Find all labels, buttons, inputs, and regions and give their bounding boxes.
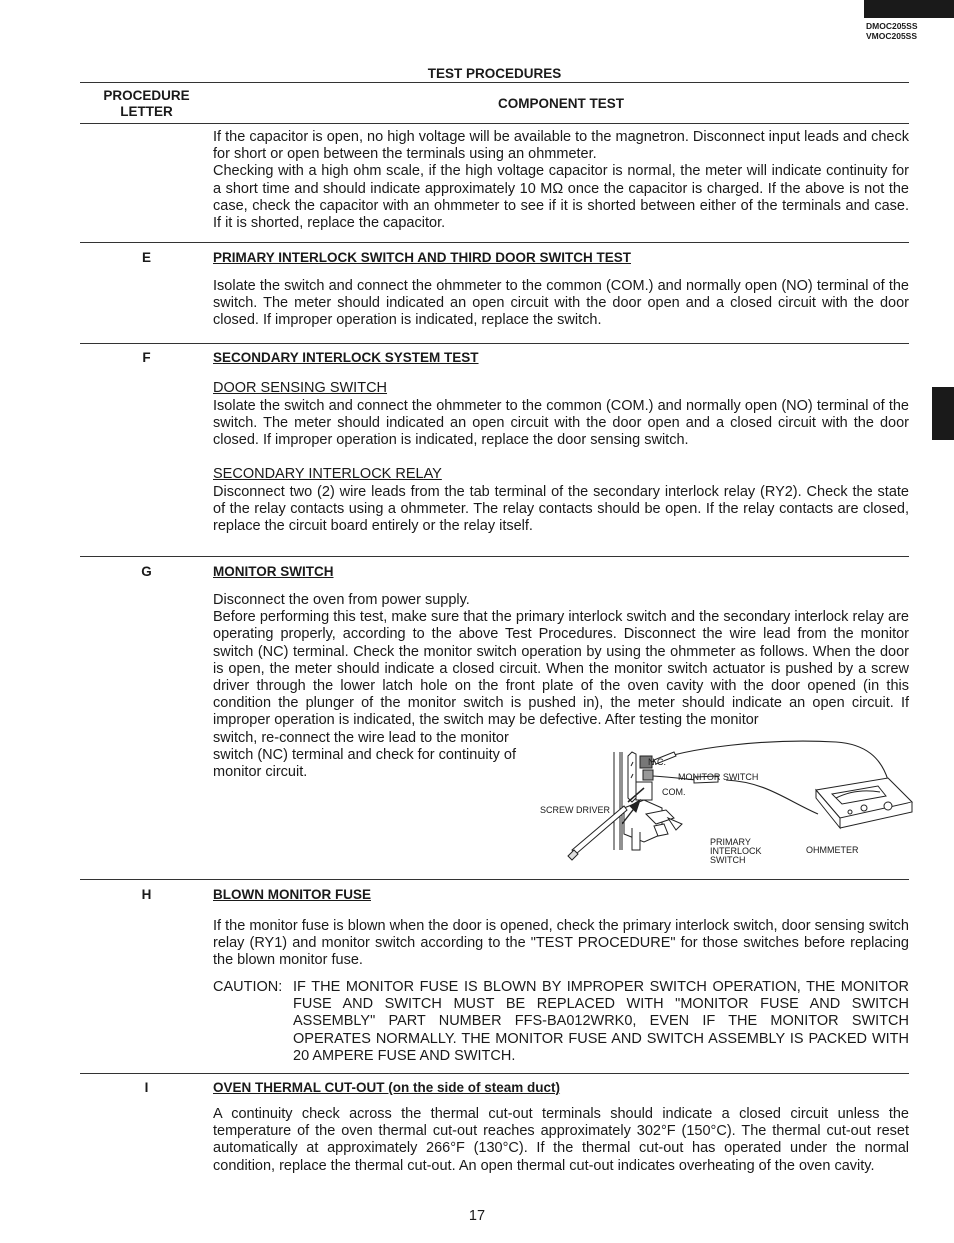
label-ohmmeter: OHMMETER (806, 845, 859, 855)
header-bottom-rule (80, 123, 909, 124)
body-f-door-sensing: Isolate the switch and connect the ohmmeter to the common (COM.) and normally open (NO) terminal of the switch. The meter should indicated an open circuit with the door open and a closed circuit with the door closed. If improper operation is indicated, replace the door sensing switch. (213, 398, 909, 449)
caution-block (213, 979, 909, 1065)
heading-i: OVEN THERMAL CUT-OUT (on the side of steam duct) (213, 1080, 561, 1095)
subheading-secondary-interlock-relay: SECONDARY INTERLOCK RELAY (213, 466, 442, 482)
section-rule-f (80, 343, 909, 344)
header-black-bar (864, 0, 954, 18)
procedure-letter-i: I (144, 1080, 149, 1095)
intro-paragraph-2: Checking with a high ohm scale, if the high voltage capacitor is normal, the meter will indicate continuity for a short time and should indicate approximately 10 MΩ once the capacitor is charged. If the above is not the case, check the capacitor with an ohmmeter to see if it is shorted between either of the terminals and case. If it is shorted, replace the capacitor. (213, 163, 909, 232)
header-component-test: COMPONENT TEST (497, 96, 624, 111)
intro-paragraph-1: If the capacitor is open, no high voltage will be available to the magnetron. Disconnect input leads and check for short or open between the terminals using an ohmmeter. (213, 129, 909, 163)
label-primary: PRIMARY (710, 837, 751, 847)
body-g-main: Before performing this test, make sure that the primary interlock switch and the secondary interlock relay are operating properly, according to the above Test Procedures. Disconnect the wire lead from the monitor switch (NC) terminal. Check the monitor switch operation by using the ohmmeter as follows. When the door is open, the meter should indicate a closed circuit. When the monitor switch actuator is pushed by a screw driver through the lower latch hole on the front plate of the oven cavity with the door opened (in this condition the plunger of the monitor switch is pushed in), the meter should indicate an open circuit. If improper operation is indicated, the switch may be defective. After testing the monitor (213, 609, 909, 729)
body-f-relay: Disconnect two (2) wire leads from the tab terminal of the secondary interlock relay (RY2). Check the state of the relay contacts using a ohmmeter. The relay contacts should be open. If the relay contacts are closed, replace the circuit board entirely or the relay itself. (213, 484, 909, 535)
caution-label: CAUTION: (213, 979, 283, 995)
monitor-switch-test-figure (536, 738, 916, 870)
label-nc: N.C. (648, 757, 666, 767)
page-number: 17 (468, 1208, 486, 1224)
heading-h: BLOWN MONITOR FUSE (213, 887, 371, 902)
section-rule-e (80, 242, 909, 243)
procedure-letter-h: H (141, 887, 152, 902)
label-switch: SWITCH (710, 855, 746, 865)
body-g (213, 592, 909, 730)
body-h: If the monitor fuse is blown when the door is opened, check the primary interlock switch, door sensing switch relay (RY1) and monitor switch according to the "TEST PROCEDURE" for those switches before replacing the blown monitor fuse. (213, 918, 909, 969)
procedure-letter-e: E (141, 250, 151, 265)
model-code-2: VMOC205SS (866, 31, 918, 41)
label-screw-driver: SCREW DRIVER (540, 805, 611, 815)
caution-text: IF THE MONITOR FUSE IS BLOWN BY IMPROPER SWITCH OPERATION, THE MONITOR FUSE AND SWITCH MUST BE REPLACED WITH "MONITOR FUSE AND SWITCH ASSEMBLY" PART NUMBER FFS-BA012WRK0, EVEN IF THE MONITOR SWITCH OPERATES NORMALLY. THE MONITOR FUSE AND SWITCH ASSEMBLY IS PACKED WITH 20 AMPERE FUSE AND SWITCH. (293, 979, 909, 1064)
label-interlock: INTERLOCK (710, 846, 762, 856)
body-g-tail: switch, re-connect the wire lead to the monitor switch (NC) terminal and check for continuity of monitor circuit. (213, 730, 516, 781)
model-code-1: DMOC205SS (866, 21, 918, 31)
body-e: Isolate the switch and connect the ohmmeter to the common (COM.) and normally open (NO) terminal of the switch. The meter should indicated an open circuit with the door open and a closed circuit with the door closed. If improper operation is indicated, replace the switch. (213, 278, 909, 329)
section-rule-h (80, 879, 909, 880)
body-g-line1: Disconnect the oven from power supply. (213, 592, 470, 608)
section-side-tab (932, 387, 954, 440)
heading-e: PRIMARY INTERLOCK SWITCH AND THIRD DOOR SWITCH TEST (213, 250, 631, 265)
heading-g: MONITOR SWITCH (213, 564, 334, 579)
label-monitor-switch: MONITOR SWITCH (678, 772, 759, 782)
table-top-rule (80, 82, 909, 83)
ohmmeter-drawing (816, 778, 912, 828)
intro-text (213, 129, 909, 232)
header-procedure-letter: PROCEDURE LETTER (103, 88, 190, 119)
body-i: A continuity check across the thermal cut-out terminals should indicate a closed circuit unless the temperature of the oven thermal cut-out reaches approximately 302°F (150°C). The thermal cut-out reset automatically at approximately 266°F (130°C). If the thermal cut-out has operated under the normal condition, replace the thermal cut-out. An open thermal cut-out indicates overheating of the oven cavity. (213, 1106, 909, 1174)
label-com: COM. (662, 787, 686, 797)
page-title: TEST PROCEDURES (427, 66, 562, 81)
section-rule-i (80, 1073, 909, 1074)
heading-f: SECONDARY INTERLOCK SYSTEM TEST (213, 350, 479, 365)
procedure-letter-g: G (141, 564, 152, 579)
subheading-door-sensing-switch: DOOR SENSING SWITCH (213, 380, 388, 396)
procedure-letter-f: F (142, 350, 151, 365)
section-rule-g (80, 556, 909, 557)
